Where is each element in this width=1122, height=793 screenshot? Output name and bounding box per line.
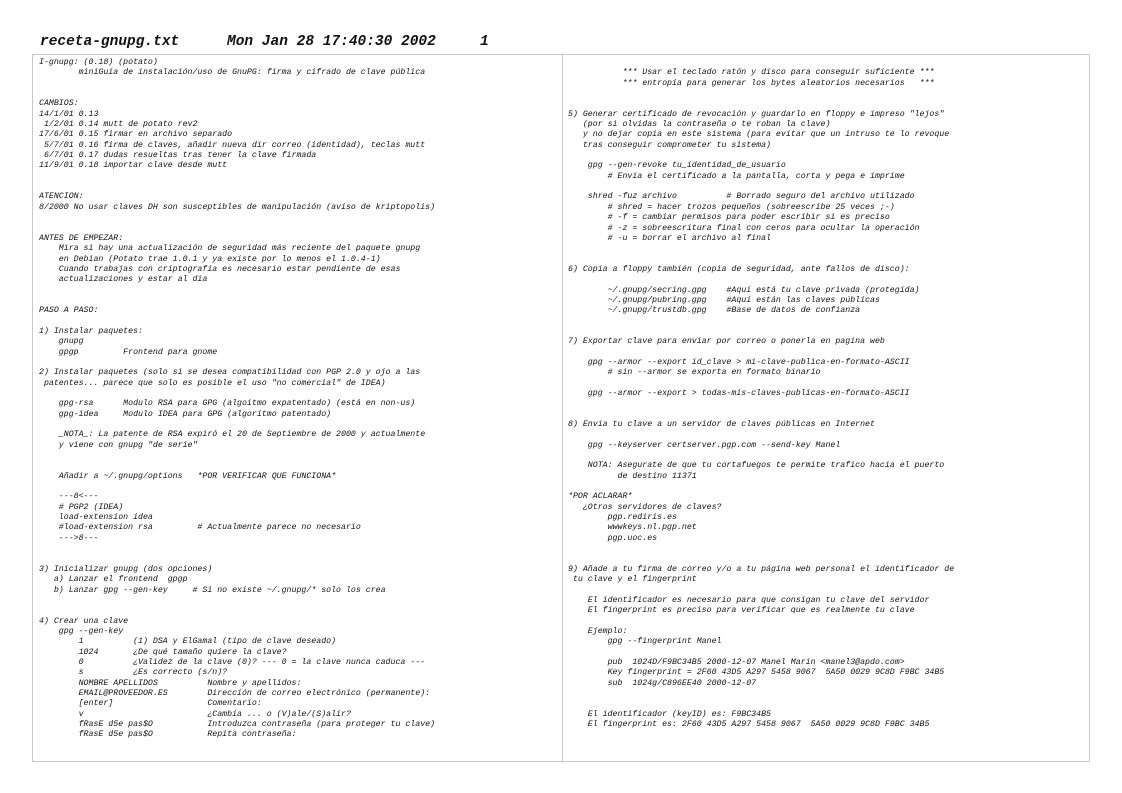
text-line — [39, 420, 559, 430]
text-line — [39, 286, 559, 296]
text-line — [568, 586, 1086, 596]
text-line — [39, 596, 559, 606]
text-line: fRasE d5e pas$O Introduzca contraseña (para proteger tu clave) — [39, 720, 436, 729]
text-line — [568, 89, 1086, 99]
text-line: 5) Generar certificado de revocación y guardarlo en floppy e impreso "lejos" — [568, 109, 945, 119]
text-line — [568, 182, 1086, 192]
text-line: # shred = hacer trozos pequeños (sobreescribe 25 veces ;-) — [568, 202, 895, 212]
text-line — [39, 544, 559, 554]
text-line: a) Lanzar el frontend gpgp — [39, 575, 188, 585]
text-line: NOMBRE APELLIDOS Nombre y apellidos: — [39, 678, 302, 688]
text-line — [568, 275, 1086, 285]
text-line: # -u = borrar el archivo al final — [568, 233, 771, 243]
text-line: #load-extension rsa # Actualmente parece no necesario — [39, 523, 361, 533]
text-line: de destino 11371 — [568, 471, 697, 481]
text-line: 17/6/01 0.15 firmar en archivo separado — [39, 130, 233, 140]
text-line: fRasE d5e pas$O Repita contraseña: — [39, 730, 297, 740]
text-line — [568, 58, 1086, 68]
text-line: 4) Crear una clave — [39, 616, 129, 626]
text-line: v ¿Cambia ... o (V)ale/(S)alir? — [39, 709, 351, 719]
text-line — [568, 255, 1086, 265]
left-column — [39, 58, 559, 741]
text-line — [568, 151, 1086, 161]
text-line: 7) Exportar clave para enviar por correo o ponerla en pagina web — [568, 337, 885, 347]
text-line — [39, 606, 559, 616]
text-line: 2) Instalar paquetes (solo si se desea compatibilidad con PGP 2.0 y ojo a las — [39, 368, 421, 378]
text-line — [39, 461, 559, 471]
text-line: 8/2000 No usar claves DH son susceptibles de manipulación (aviso de kriptopolis) — [39, 202, 436, 212]
text-line: El identificador (keyID) es: F9BC34B5 — [568, 709, 771, 719]
text-line: I-gnupg: (0.18) (potato) — [39, 58, 158, 67]
text-line — [39, 296, 559, 306]
text-line — [39, 224, 559, 234]
text-line: en Debian (Potato trae 1.0.1 y ya existe por lo menos el 1.0.4-1) — [39, 254, 381, 264]
text-line — [39, 213, 559, 223]
text-line — [568, 379, 1086, 389]
text-line — [568, 555, 1086, 565]
text-line: tras conseguir comprometer tu sistema) — [568, 140, 771, 150]
text-line — [568, 482, 1086, 492]
text-line: CAMBIOS: — [39, 99, 79, 109]
text-line — [568, 648, 1086, 658]
text-line — [568, 244, 1086, 254]
text-line: 1024 ¿De qué tamaño quiere la clave? — [39, 647, 287, 657]
text-line: ~/.gnupg/pubring.gpg #Aquí están las claves públicas — [568, 295, 880, 305]
text-line — [568, 430, 1086, 440]
text-line: [enter] Comentario: — [39, 699, 262, 709]
text-line: # -z = sobreescritura final con ceros para ocultar la operación — [568, 223, 920, 233]
text-line: (por si olvidas la contraseña o te roban la clave) — [568, 120, 831, 130]
text-line: El identificador es necesario para que consigan tu clave del servidor — [568, 595, 930, 605]
text-line: ~/.gnupg/trustdb.gpg #Base de datos de confianza — [568, 306, 861, 316]
text-line — [568, 689, 1086, 699]
text-line — [39, 389, 559, 399]
text-line — [568, 99, 1086, 109]
text-line: 8) Envia tu clave a un servidor de claves públicas en Internet — [568, 420, 875, 430]
text-line: gpg --fingerprint Manel — [568, 637, 722, 647]
text-line: NOTA: Asegurate de que tu cortafuegos te permite trafico hacia el puerto — [568, 461, 945, 471]
text-line: El fingerprint es: 2F60 43D5 A297 5458 9067 5A50 0029 9C8D F9BC 34B5 — [568, 720, 930, 729]
text-line: ~/.gnupg/secring.gpg #Aquí está tu clave privada (protegida) — [568, 285, 920, 295]
text-line — [568, 327, 1086, 337]
text-line: y viene con gnupg "de serie" — [39, 440, 198, 450]
text-line: 11/9/01 0.18 importar clave desde mutt — [39, 161, 228, 171]
text-line: _NOTA_: La patente de RSA expiró el 20 de Septiembre de 2000 y actualmente — [39, 430, 426, 440]
text-line: # -f = cambiar permisos para poder escribir si es preciso — [568, 213, 890, 223]
file-name: receta-gnupg.txt — [40, 34, 180, 50]
text-line: miniGuía de instalación/uso de GnuPG: firma y cifrado de clave pública — [39, 68, 426, 78]
text-line: gpg-idea Modulo IDEA para GPG (algoritmo patentado) — [39, 409, 332, 419]
text-line: gpgp Frontend para gnome — [39, 347, 218, 357]
text-line: wwwkeys.nl.pgp.net — [568, 523, 697, 533]
text-line: y no dejar copia en este sistema (para evitar que un intruso te lo revoque — [568, 130, 950, 140]
text-line: 1/2/01 0.14 mutt de potato rev2 — [39, 120, 198, 130]
text-line: ATENCIÓN: — [39, 192, 84, 202]
text-line: gpg --gen-key — [39, 626, 124, 636]
text-line — [568, 451, 1086, 461]
text-line — [568, 617, 1086, 627]
text-line — [568, 399, 1086, 409]
text-line — [568, 317, 1086, 327]
print-date: Mon Jan 28 17:40:30 2002 — [227, 34, 436, 50]
text-line: # sin --armor se exporta en formato binario — [568, 368, 821, 378]
page-header — [40, 34, 1090, 54]
text-line: *POR ACLARAR* — [568, 492, 633, 502]
text-line: Key fingerprint = 2F60 43D5 A297 5458 9067 5A50 0029 9C8D F9BC 34B5 — [568, 668, 945, 678]
text-line: Cuando trabajas con criptografía es necesario estar pendiente de esas — [39, 264, 401, 274]
text-line — [568, 699, 1086, 709]
text-line: 9) Añade a tu firma de correo y/o a tu página web personal el identificador de — [568, 564, 955, 574]
page-number: 1 — [480, 34, 489, 50]
text-line: EMAIL@PROVEEDOR.ES Dirección de correo electrónico (permanente): — [39, 688, 431, 698]
text-line: ---8<--- — [39, 492, 99, 502]
text-line: load-extension idea — [39, 513, 153, 523]
text-line: 1) Instalar paquetes: — [39, 326, 143, 336]
text-line — [39, 89, 559, 99]
text-line: Ejemplo: — [568, 626, 628, 636]
text-line: # PGP2 (IDEA) — [39, 502, 124, 512]
text-line: sub 1024g/C896EE40 2000-12-07 — [568, 678, 757, 688]
text-line — [39, 482, 559, 492]
text-line: El fingerprint es preciso para verificar que es realmente tu clave — [568, 606, 915, 616]
text-line: patentes... parece que solo es posible el uso "no comercial" de IDEA) — [39, 378, 386, 388]
text-line: 6) Copia a floppy también (copia de seguridad, ante fallos de disco): — [568, 264, 910, 274]
text-line — [568, 410, 1086, 420]
text-line: --->8--- — [39, 533, 99, 543]
text-line: gpg --gen-revoke tu_identidad_de_usuario — [568, 161, 786, 171]
text-line: *** entropía para generar los bytes aleatorios necesarios *** — [568, 78, 935, 88]
text-line: gpg-rsa Modulo RSA para GPG (algoitmo expatentado) (está en non-us) — [39, 399, 416, 409]
text-line: # Envía el certificado a la pantalla, corta y pega e imprime — [568, 171, 905, 181]
text-line: s ¿Es correcto (s/n)? — [39, 668, 228, 678]
text-line — [39, 451, 559, 461]
text-line — [568, 544, 1086, 554]
text-line: tu clave y el fingerprint — [568, 575, 697, 585]
right-column — [568, 58, 1086, 730]
text-line: gpg --armor --export id_clave > mi-clave-publica-en-formato-ASCII — [568, 357, 910, 367]
text-line: 3) Inicializar gnupg (dos opciones) — [39, 564, 213, 574]
text-line: *** Usar el teclado ratón y disco para conseguir suficiente *** — [568, 68, 935, 78]
text-line: pgp.rediris.es — [568, 513, 677, 523]
text-line — [39, 182, 559, 192]
text-line: shred -fuz archivo # Borrado seguro del archivo utilizado — [568, 192, 915, 202]
column-divider — [562, 55, 563, 761]
text-line: Añadir a ~/.gnupg/options *POR VERIFICAR QUE FUNCIONA* — [39, 471, 337, 481]
text-line: Mira si hay una actualización de seguridad más reciente del paquete gnupg — [39, 244, 421, 254]
text-line: PASO A PASO: — [39, 306, 99, 316]
text-line: gnupg — [39, 337, 84, 347]
text-line — [568, 348, 1086, 358]
text-line: 5/7/01 0.16 firma de claves, añadir nueva dir correo (identidad), teclas mutt — [39, 140, 426, 150]
text-line: gpg --armor --export > todas-mis-claves-publicas-en-formato-ASCII — [568, 389, 910, 398]
text-line: ¿Otros servidores de claves? — [568, 502, 722, 512]
text-line — [39, 358, 559, 368]
text-line — [39, 555, 559, 565]
text-line: actualizaciones y estar al día — [39, 275, 208, 285]
text-line: gpg --keyserver certserver.pgp.com --send-key Manel — [568, 440, 841, 450]
text-line: b) Lanzar gpg --gen-key # Si no existe ~/.gnupg/* solo los crea — [39, 585, 386, 595]
text-line: 1 (1) DSA y ElGamal (tipo de clave deseado) — [39, 637, 337, 647]
text-line — [39, 79, 559, 89]
text-line: 14/1/01 0.13 — [39, 109, 99, 119]
text-line: pub 1024D/F9BC34B5 2000-12-07 Manel Marin <manel3@apdo.com> — [568, 657, 905, 667]
text-line — [39, 317, 559, 327]
text-line: 0 ¿Validez de la clave (0)? --- 0 = la clave nunca caduca --- — [39, 657, 426, 667]
text-line — [39, 172, 559, 182]
text-line: pgp.uoc.es — [568, 533, 658, 543]
text-line: 6/7/01 0.17 dudas resueltas tras tener la clave firmada — [39, 151, 317, 161]
text-line: ANTES DE EMPEZAR: — [39, 233, 124, 243]
